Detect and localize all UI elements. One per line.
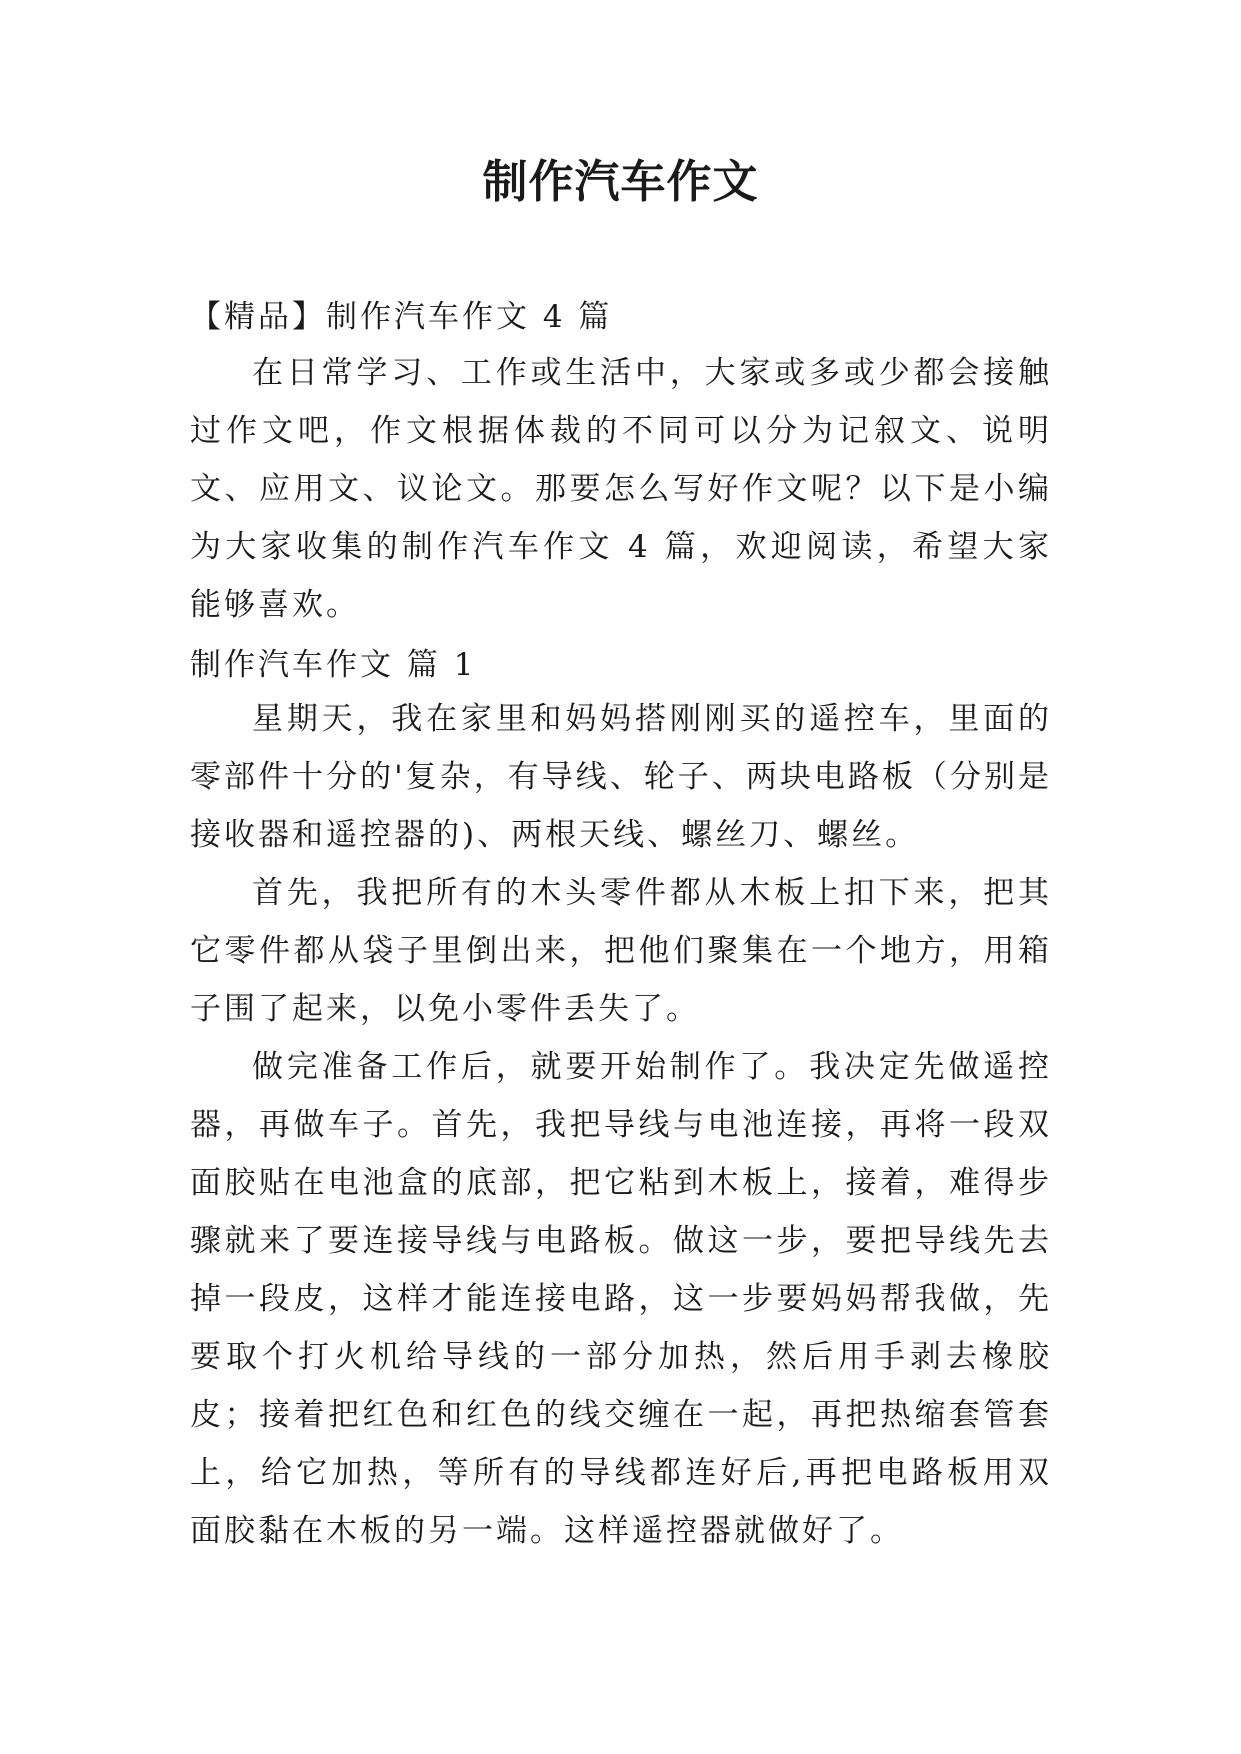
paragraph: 首先，我把所有的木头零件都从木板上扣下来，把其它零件都从袋子里倒出来，把他们聚集在一个地方，用箱子围了起来，以免小零件丢失了。 — [190, 875, 1052, 1027]
subtitle-text: 【精品】制作汽车作文 4 篇 — [190, 299, 613, 335]
intro-paragraph: 在日常学习、工作或生活中，大家或多或少都会接触过作文吧，作文根据体裁的不同可以分为记叙文、说明文、应用文、议论文。那要怎么写好作文呢？以下是小编为大家收集的制作汽车作文 4 篇，欢迎阅读，希望大家能够喜欢。 — [190, 355, 1052, 623]
section-1-heading-text: 制作汽车作文 篇 1 — [190, 647, 477, 683]
paragraph: 做完准备工作后，就要开始制作了。我决定先做遥控器，再做车子。首先，我把导线与电池连接，再将一段双面胶贴在电池盒的底部，把它粘到木板上，接着，难得步骤就来了要连接导线与电路板。做这一步，要把导线先去掉一段皮，这样才能连接电路，这一步要妈妈帮我做，先要取个打火机给导线的一部分加热，然后用手剥去橡胶皮；接着把红色和红色的线交缠在一起，再把热缩套管套上，给它加热，等所有的导线都连好后,再把电路板用双面胶黏在木板的另一端。这样遥控器就做好了。 — [190, 1049, 1052, 1549]
intro-section — [190, 344, 1052, 634]
document-title: 制作汽车作文 — [482, 155, 759, 208]
document-subtitle — [190, 288, 1052, 346]
section-1-body — [190, 690, 1052, 1560]
section-1-heading — [190, 636, 1052, 694]
paragraph: 星期天，我在家里和妈妈搭刚刚买的遥控车，里面的零部件十分的'复杂，有导线、轮子、两块电路板（分别是接收器和遥控器的)、两根天线、螺丝刀、螺丝。 — [190, 701, 1052, 853]
